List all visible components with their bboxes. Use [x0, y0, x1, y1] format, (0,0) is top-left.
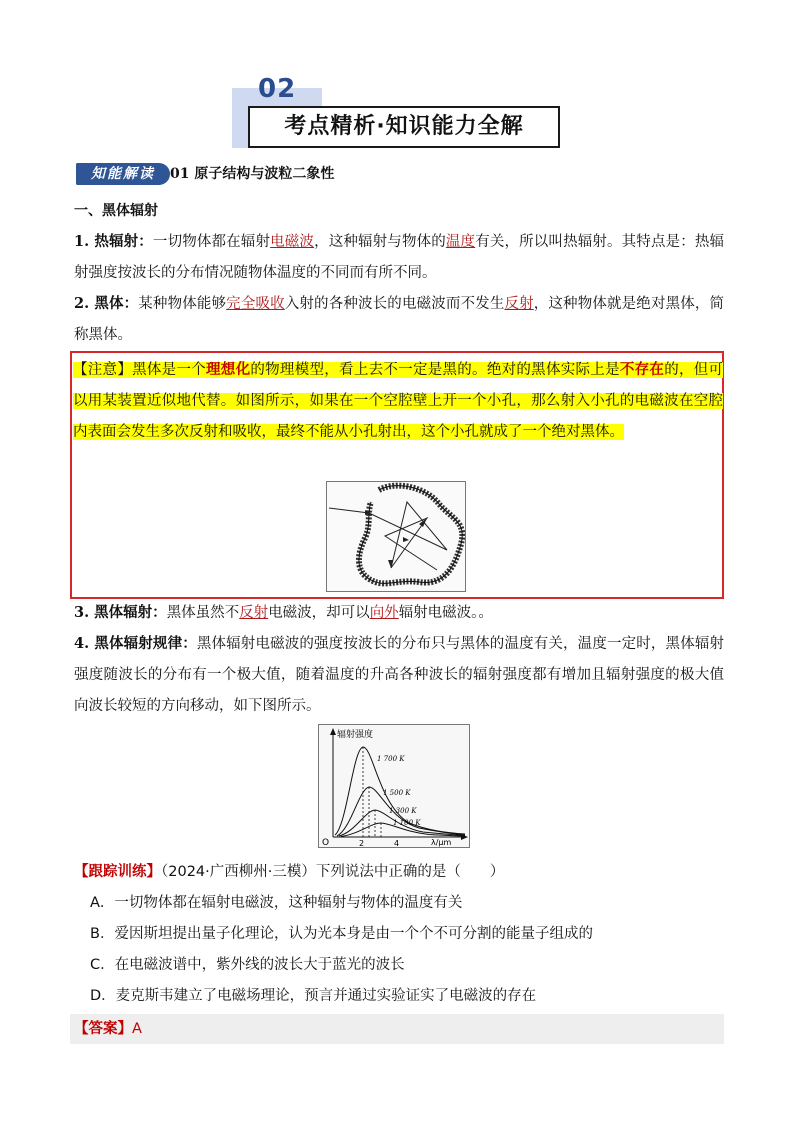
- text: 电磁波，却可以: [268, 605, 370, 621]
- paragraph-thermal-radiation: [74, 226, 724, 289]
- text: 某种物体能够: [138, 296, 227, 312]
- origin-label: O: [322, 838, 330, 847]
- key-term: 反射: [504, 296, 534, 312]
- section-title: 01 原子结构与波粒二象性: [170, 166, 335, 182]
- answer: [74, 1014, 142, 1044]
- section-tag: 知能解读: [76, 163, 170, 185]
- cavity-figure: [326, 481, 466, 592]
- text: 黑体辐射电磁波的强度按波长的分布只与黑体的温度有关，温度一定时，黑体辐射强度随波长的分布有一个极大值，随着温度的升高各种波长的辐射强度都有增加且辐射强度的极大值向波长较短的方向移动，如下图所示。: [74, 636, 724, 714]
- text: 的，但可以用某装置近似地代替。如图所示，如果在一个空腔壁上开一个小孔，那么射入小孔的电磁波在空腔内表面会发生多次反射和吸收，最终不能从小孔射出，这个小孔就成了一个绝对黑体。: [73, 362, 724, 440]
- x-axis-label: λ/μm: [431, 838, 452, 847]
- answer-label: 【答案】: [74, 1021, 132, 1037]
- option-d[interactable]: D．麦克斯韦建立了电磁场理论，预言并通过实验证实了电磁波的存在: [90, 988, 537, 1004]
- radiation-curve-figure: [318, 724, 470, 848]
- term-label: 2. 黑体：: [74, 295, 139, 312]
- text: 黑体虽然不: [166, 605, 240, 621]
- key-term: 向外: [369, 605, 399, 621]
- question-text: （2024·广西柳州·三模）下列说法中正确的是（ ）: [161, 864, 505, 880]
- exercise-question: [74, 857, 504, 888]
- curve-label: 1 300 K: [389, 807, 417, 815]
- option-a[interactable]: A．一切物体都在辐射电磁波，这种辐射与物体的温度有关: [90, 895, 463, 911]
- note-label: 【注意】: [73, 362, 133, 378]
- key-term: 完全吸收: [226, 296, 285, 312]
- emphasis: 不存在: [619, 361, 665, 378]
- text: 一切物体都在辐射: [152, 234, 271, 250]
- note-text: [73, 354, 723, 448]
- key-term: 电磁波: [270, 234, 315, 250]
- text: 入射的各种波长的电磁波而不发生: [284, 296, 505, 312]
- curve-label: 1 700 K: [377, 755, 405, 763]
- text: 的物理模型，看上去不一定是黑的。绝对的黑体实际上是: [250, 362, 620, 378]
- key-term: 温度: [445, 234, 476, 250]
- chapter-number: 02: [258, 74, 297, 104]
- term-label: 1. 热辐射：: [74, 233, 153, 250]
- curve-label: 1 500 K: [383, 789, 411, 797]
- text: ，这种辐射与物体的: [314, 234, 446, 250]
- heading-blackbody: 一、黑体辐射: [74, 203, 158, 219]
- text: 黑体是一个: [132, 362, 207, 378]
- x-tick-label: 4: [394, 839, 400, 847]
- cavity-diagram: [327, 482, 465, 591]
- paragraph-blackbody: [74, 288, 724, 351]
- text: ，这种物体就是绝对黑体，简称黑体。: [74, 296, 725, 343]
- option-c[interactable]: C．在电磁波谱中，紫外线的波长大于蓝光的波长: [90, 957, 405, 973]
- paragraph-blackbody-radiation: [74, 597, 724, 629]
- chapter-title: 考点精析·知识能力全解: [248, 106, 560, 148]
- curve-label: 1 100 K: [393, 819, 421, 827]
- emphasis: 理想化: [206, 361, 251, 378]
- term-label: 4. 黑体辐射规律：: [74, 635, 197, 652]
- key-term: 反射: [239, 605, 269, 621]
- option-b[interactable]: B．爱因斯坦提出量子化理论，认为光本身是由一个个不可分割的能量子组成的: [90, 926, 593, 942]
- term-label: 3. 黑体辐射：: [74, 604, 167, 621]
- y-axis-label: 辐射强度: [337, 730, 374, 740]
- x-tick-label: 2: [359, 839, 365, 847]
- paragraph-radiation-law: [74, 628, 724, 722]
- exercise-label: 【跟踪训练】: [74, 864, 161, 880]
- answer-bar: [70, 1014, 724, 1044]
- text: 辐射电磁波。。: [398, 605, 493, 621]
- radiation-curve-diagram: [319, 725, 469, 847]
- text: 有关，所以叫热辐射。其特点是：热辐射强度按波长的分布情况随物体温度的不同而有所不同。: [74, 234, 725, 281]
- answer-value: A: [132, 1021, 142, 1037]
